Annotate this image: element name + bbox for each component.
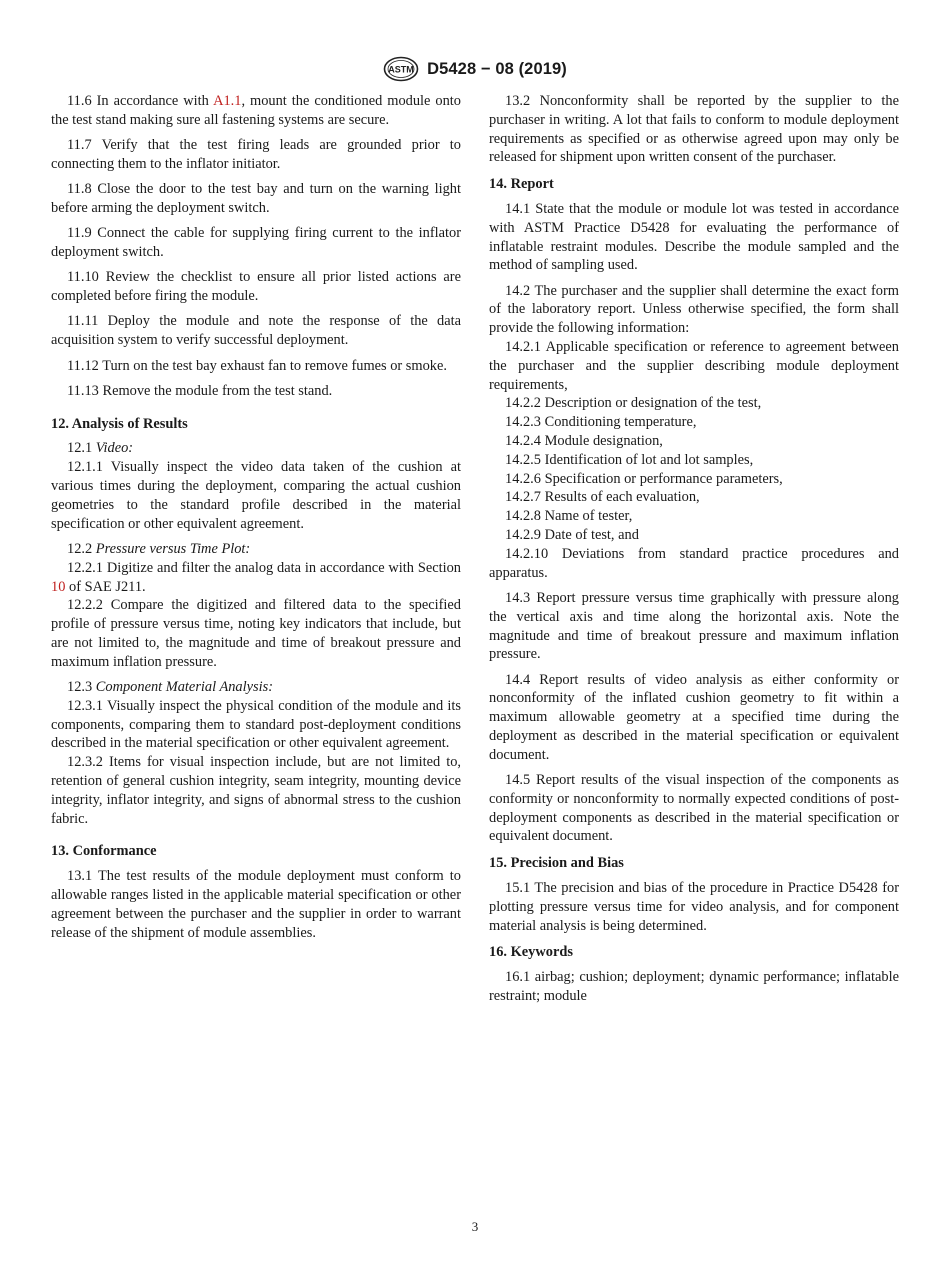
paragraph-14-3: 14.3 Report pressure versus time graphically with pressure along the vertical axis and time along the horizontal axis. Note the magnitude and time of breakout pressure and maximum inflation pressure. <box>489 589 899 663</box>
paragraph-12-3-1: 12.3.1 Visually inspect the physical condition of the module and its components, comparing them to standard post-deployment conditions described in the material specification or other equivalent agreement. <box>51 697 461 752</box>
paragraph-11-10: 11.10 Review the checklist to ensure all prior listed actions are completed before firing the module. <box>51 269 461 305</box>
page-number: 3 <box>471 1219 479 1234</box>
astm-logo-icon <box>383 56 419 82</box>
paragraph-16-1: 16.1 airbag; cushion; deployment; dynamic performance; inflatable restraint; module <box>489 969 899 1005</box>
list-item: 14.2.3 Conditioning temperature, <box>505 414 697 431</box>
paragraph-11-13: 11.13 Remove the module from the test stand. <box>67 382 333 399</box>
section-heading-13: 13. Conformance <box>51 843 157 860</box>
paragraph-11-9: 11.9 Connect the cable for supplying firing current to the inflator deployment switch. <box>51 225 461 261</box>
list-item: 14.2.7 Results of each evaluation, <box>505 489 700 506</box>
section-heading-15: 15. Precision and Bias <box>489 855 624 872</box>
paragraph-14-5: 14.5 Report results of the visual inspection of the components as conformity or nonconformity to normally expected conditions of post-deployment components as described in the material specification or equivalent document. <box>489 772 899 845</box>
section-heading-14: 14. Report <box>489 176 554 193</box>
page-header <box>0 56 950 82</box>
list-item: 14.2.1 Applicable specification or reference to agreement between the purchaser and the supplier describing module deployment requirements, <box>489 339 899 393</box>
reference-link-section-10[interactable]: 10 <box>51 578 66 595</box>
list-item: 14.2.9 Date of test, and <box>505 527 639 544</box>
paragraph-12-2-2: 12.2.2 Compare the digitized and filtered data to the specified profile of pressure versus time, noting key indicators that include, but are not limited to, the magnitude and time of breakout pressure and maximum inflation pressure. <box>51 597 461 670</box>
paragraph-14-1: 14.1 State that the module or module lot was tested in accordance with ASTM Practice D5428 for evaluating the performance of inflatable restraint modules. Describe the module sampled and the method of sampling used. <box>489 200 899 274</box>
list-item: 14.2.6 Specification or performance parameters, <box>505 470 783 487</box>
report-items-list <box>489 338 899 582</box>
paragraph-11-11: 11.11 Deploy the module and note the response of the data acquisition system to verify successful deployment. <box>51 313 461 349</box>
left-column <box>51 92 461 949</box>
paragraph-11-8: 11.8 Close the door to the test bay and turn on the warning light before arming the deployment switch. <box>51 181 461 216</box>
paragraph-12-3-2: 12.3.2 Items for visual inspection include, but are not limited to, retention of general cushion integrity, seam integrity, mounting device integrity, inflator integrity, and signs of abnormal stress to the cushion fabric. <box>51 754 461 827</box>
document-designation: D5428 − 08 (2019) <box>427 59 567 78</box>
paragraph-14-2: 14.2 The purchaser and the supplier shall determine the exact form of the laboratory report. Unless otherwise specified, the form shall provide the following information: <box>489 282 899 337</box>
paragraph-11-6: 11.6 In accordance with A1.1, mount the conditioned module onto the test stand making sure all fastening systems are secure. <box>51 93 461 128</box>
paragraph-13-1: 13.1 The test results of the module deployment must conform to allowable ranges listed in the applicable material specification or other agreement between the purchaser and the supplier in order to warrant release of the shipment of module assemblies. <box>51 868 461 941</box>
svg-text:ASTM: ASTM <box>388 64 414 75</box>
reference-link-a1-1[interactable]: A1.1 <box>213 93 242 109</box>
list-item: 14.2.4 Module designation, <box>505 433 663 450</box>
paragraph-13-2: 13.2 Nonconformity shall be reported by the supplier to the purchaser in writing. A lot that fails to conform to module deployment requirements as specified or as otherwise agreed upon may only be released for shipment upon written consent of the purchaser. <box>489 93 899 166</box>
section-heading-12: 12. Analysis of Results <box>51 415 188 432</box>
paragraph-12-2-1: 12.2.1 Digitize and filter the analog data in accordance with Section 10 of SAE J211. <box>51 559 461 595</box>
paragraph-12-1: 12.1 Video: <box>67 440 134 457</box>
list-item: 14.2.2 Description or designation of the test, <box>505 395 762 412</box>
paragraph-11-12: 11.12 Turn on the test bay exhaust fan to remove fumes or smoke. <box>67 357 447 374</box>
list-item: 14.2.5 Identification of lot and lot samples, <box>505 451 754 468</box>
right-column <box>489 92 899 1012</box>
paragraph-12-1-1: 12.1.1 Visually inspect the video data taken of the cushion at various times during the deployment, comparing the actual cushion geometries to the standard profile described in the material specification or other equivalent agreement. <box>51 459 461 532</box>
paragraph-14-4: 14.4 Report results of video analysis as either conformity or nonconformity of the inflated cushion geometry to fit within a maximum allowable geometry at a specified time during the deployment as described in the material specification or equivalent document. <box>489 671 899 763</box>
paragraph-12-2: 12.2 Pressure versus Time Plot: <box>67 540 251 557</box>
list-item: 14.2.8 Name of tester, <box>505 508 633 525</box>
paragraph-12-3: 12.3 Component Material Analysis: <box>67 679 274 696</box>
paragraph-15-1: 15.1 The precision and bias of the procedure in Practice D5428 for plotting pressure versus time for video analysis, and for component material analysis is being determined. <box>489 880 899 934</box>
section-heading-16: 16. Keywords <box>489 944 573 961</box>
list-item: 14.2.10 Deviations from standard practice procedures and apparatus. <box>489 545 899 581</box>
paragraph-11-7: 11.7 Verify that the test firing leads are grounded prior to connecting them to the inflator initiator. <box>51 137 462 172</box>
